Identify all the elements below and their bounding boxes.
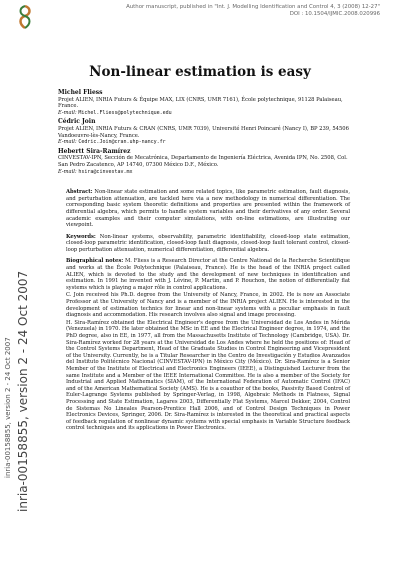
author-affiliation: Projet ALIEN, INRIA Futurs & Équipe MAX, LIX (CNRS, UMR 7161), École polytechnique, 91128 Palaiseau, France. [58, 96, 343, 110]
author-email[interactable]: Michel.Fliess@polytechnique.edu [78, 109, 172, 116]
author-name: Cédric Join [58, 118, 96, 126]
author-name: Michel Fliess [58, 89, 103, 96]
abstract-text: Non-linear state estimation and some related topics, like parametric estimation, fault diagnosis, and perturbation attenuation, are tackled here via a new methodology in numerical differentiation. The corresponding basic system theoretic definitions and properties are presented within the framework of differential algebra, which permits to handle system variables and their derivatives of any order. Several academic examples and their computer simulations, with on-line estimations, are illustrating our viewpoint. [66, 189, 350, 229]
archive-stamp-large: inria-00158855, version 2 - 24 Oct 2007 [16, 270, 30, 512]
author-name: Hebertt Sira-Ramírez [58, 147, 131, 155]
author-block [58, 90, 358, 116]
author-block [58, 119, 358, 145]
author-email-line [58, 139, 358, 146]
bio-paragraph: H. Sira-Ramírez obtained the Electrical Engineer's degree from the Universidad de Los Andes in Mérida (Venezuela) in 1970. He later obtained the MSc in EE and the Electrical Engineer degree, in 1974, and the PhD degree, also in EE, in 1977, all from the Massachusetts Institute of Technology (Cambridge, USA). Dr. Sira-Ramírez worked for 28 years at the Universidad de Los Andes where he held the positions of: Head of the Control Systems Department, Head of the Graduate Studies in Control Engineering and Vicepresident of the University. Currently, he is a Titular Researcher in the Centro de Investigación y Estudios Avanzados del Instituto Politécnico Nacional (CINVESTAV-IPN) in México City (México). Dr. Sira-Ramírez is a Senior Member of the Institute of Electrical and Electronics Engineers (IEEE), a Distinguished Lecturer from the same Institute and a Member of the IEEE International Committee. He is also a member of the Society for Industrial and Applied Mathematics (SIAM), of the International Federation of Automatic Control (IFAC) and of the American Mathematical Society (AMS). He is a coauthor of the books, Passivity Based Control of Euler-Lagrange Systems published by Springer-Verlag, in 1998, Algebraic Methods in Flatness, Signal Processing and State Estimation, Lagares 2003, Differentially Flat Systems, Marcel Dekker, 2004, Control de Sistemas No Lineales Pearson-Prentice Hall 2006, and of Control Design Techniques in Power Electronics Devices, Springer, 2006. Dr. Sira-Ramírez is interested in the theoretical and practical aspects of feedback regulation of nonlinear dynamic systems with special emphasis in Variable Structure feedback control techniques and its applications in Power Electronics. [66, 319, 350, 432]
abstract [58, 189, 358, 229]
archive-stamp-small: inria-00158855, version 2 - 24 Oct 2007 [4, 337, 12, 478]
bio-label: Biographical notes: [66, 258, 124, 265]
author-affiliation: Projet ALIEN, INRIA Futurs & CRAN (CNRS, UMR 7039), Université Henri Poincaré (Nancy I), BP 239, 54506 Vandoeuvre-lès-Nancy, France. [58, 125, 349, 139]
hal-logo-icon [15, 4, 35, 30]
keywords-text: Non-linear systems, observability, parametric identifiability, closed-loop state estimation, closed-loop parametric identification, closed-loop fault diagnosis, closed-loop fault tolerant control, closed-loop perturbation attenuation, numerical differentiation, differential algebra. [66, 233, 351, 253]
paper-body [58, 90, 358, 433]
bio-paragraph [66, 258, 350, 291]
author-email[interactable]: hsira@cinvestav.mx [78, 168, 133, 175]
abstract-label: Abstract: [66, 189, 93, 196]
manuscript-note: Author manuscript, published in "Int. J. Modelling Identification and Control 4, 3 (2008) 12-27" [126, 4, 380, 10]
paper-title: Non-linear estimation is easy [89, 64, 311, 80]
author-email-line [58, 169, 358, 176]
author-block [58, 149, 358, 175]
doi: DOI : 10.1504/IJMIC.2008.020996 [289, 11, 380, 17]
bio-paragraph: C. Join received his Ph.D. degree from the University of Nancy, France, in 2002. He is now an Associate Professor at the University of Nancy and is a member of the INRIA project ALIEN. He is interested in the development of estimation technics for linear and non-linear systems with a peculiar emphasis in fault diagnosis and accommodation. His research involves also signal and image processing. [66, 292, 350, 319]
archive-stamp [4, 236, 40, 536]
email-label: E-mail: [58, 168, 77, 175]
header-note [126, 4, 380, 18]
biographical-notes [58, 258, 358, 431]
bio-text: M. Fliess is a Research Director at the Centre National de la Recherche Scientifique and works at the École Polytechnique (Palaiseau, France). He is the head of the INRIA project called ALIEN, which is devoted to the study and the development of new techniques in identification and estimation. In 1991 he invented with J. Lévine, P. Martin, and P. Rouchon, the notion of differentially flat systems which is playing a major rôle in control applications. [66, 258, 350, 291]
author-affiliation: CINVESTAV-IPN, Sección de Mecatrónica, Departamento de Ingeniería Eléctrica, Avenida IPN, No. 2508, Col. San Pedro Zacatenco, AP 14740, 07300 México D.F., México. [58, 155, 348, 168]
email-label: E-mail: [58, 139, 77, 146]
author-email-line [58, 110, 358, 117]
email-label: E-mail: [58, 109, 77, 116]
keywords-label: Keywords: [66, 233, 96, 240]
author-email[interactable]: Cedric.Join@cran.uhp-nancy.fr [78, 139, 166, 146]
keywords [58, 234, 358, 254]
